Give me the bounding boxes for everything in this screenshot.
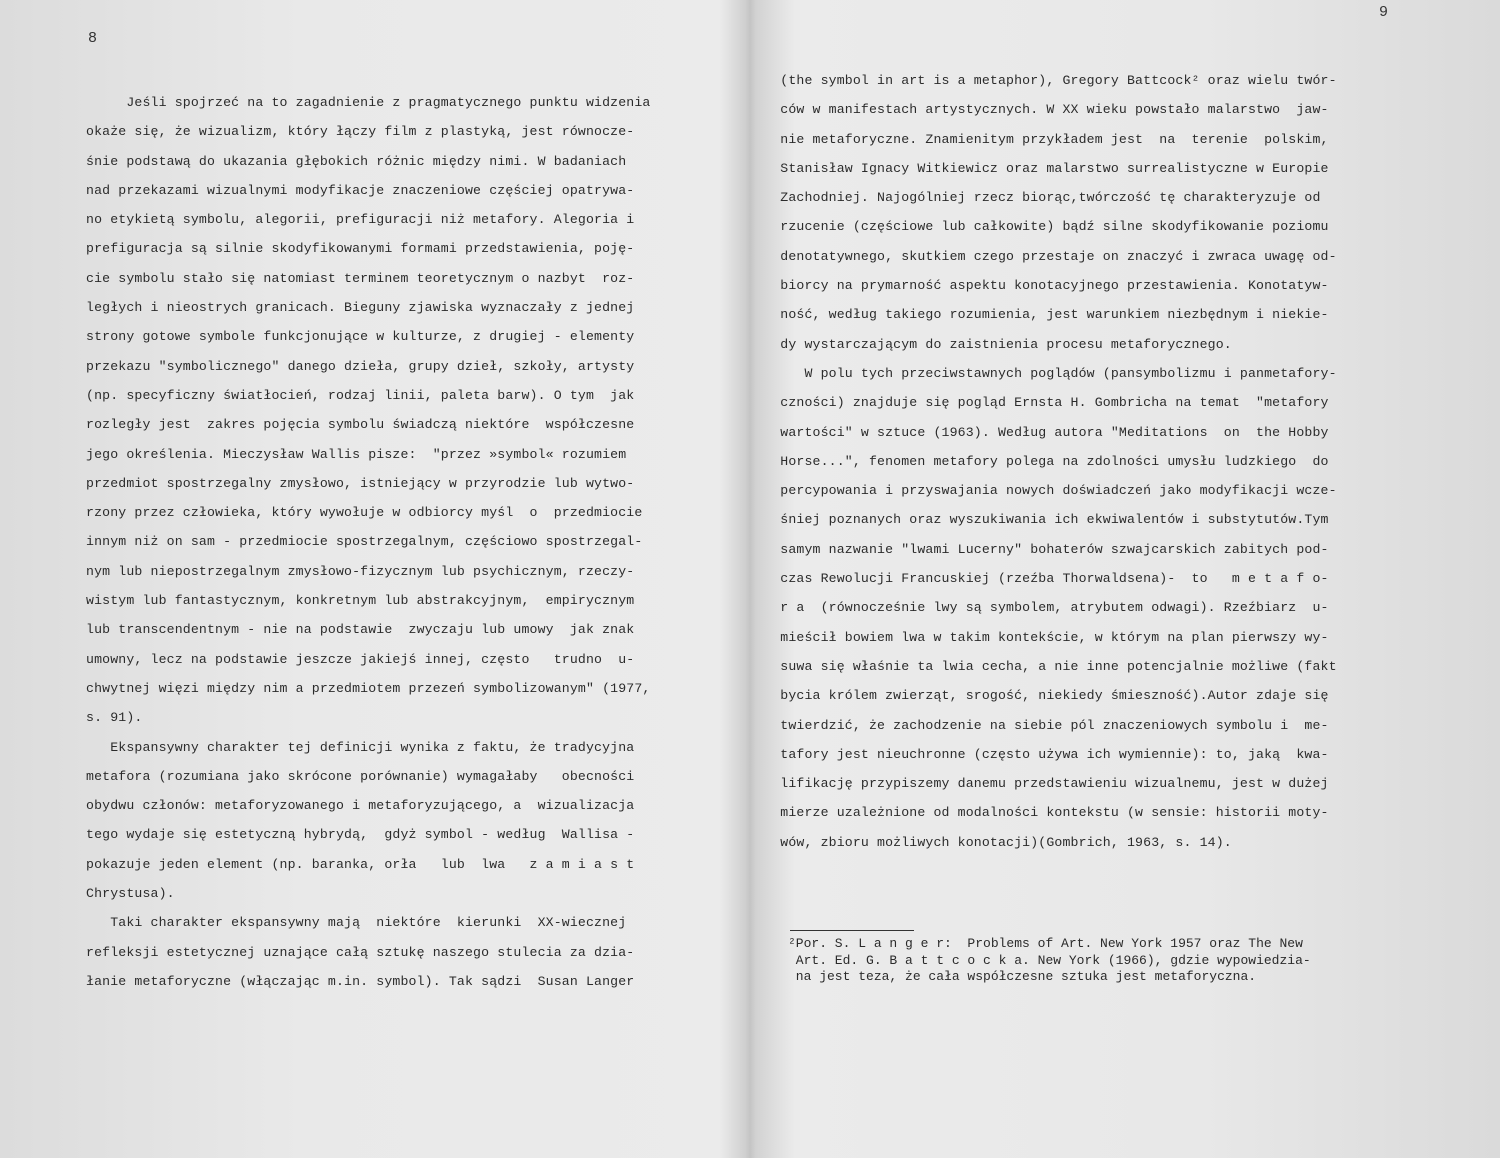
text-line: czas Rewolucji Francuskiej (rzeźba Thorwaldsena)- to m e t a f o- bbox=[748, 571, 1329, 587]
text-line: rozległy jest zakres pojęcia symbolu świadczą niektóre współczesne bbox=[86, 417, 635, 433]
text-line: ległych i nieostrych granicach. Bieguny zjawiska wyznaczały z jednej bbox=[86, 300, 635, 316]
text-line: (np. specyficzny światłocień, rodzaj linii, paleta barw). O tym jak bbox=[86, 387, 635, 403]
text-line: mieścił bowiem lwa w takim kontekście, w którym na plan pierwszy wy- bbox=[748, 629, 1329, 645]
text-line: cie symbolu stało się natomiast terminem teoretycznym o nazbyt roz- bbox=[86, 270, 635, 286]
text-line: tafory jest nieuchronne (często używa ich wymiennie): to, jaką kwa- bbox=[748, 746, 1329, 762]
text-line: Ekspansywny charakter tej definicji wynika z faktu, że tradycyjna bbox=[86, 739, 635, 755]
text-line: Art. Ed. G. B a t t c o c k a. New York (1966), gdzie wypowiedzia- bbox=[788, 952, 1311, 968]
text-line: umowny, lecz na podstawie jeszcze jakiejś innej, często trudno u- bbox=[86, 651, 635, 667]
text-line: śniej poznanych oraz wyszukiwania ich ekwiwalentów i substytutów.Tym bbox=[748, 512, 1329, 528]
text-line: strony gotowe symbole funkcjonujące w kulturze, z drugiej - elementy bbox=[86, 329, 635, 345]
text-line: twierdzić, że zachodzenie na siebie pól znaczeniowych symbolu i me- bbox=[748, 717, 1329, 733]
text-line: nad przekazami wizualnymi modyfikacje znaczeniowe częściej opatrywa- bbox=[86, 182, 635, 198]
text-line: przekazu "symbolicznego" danego dzieła, grupy dzieł, szkoły, artysty bbox=[86, 358, 635, 374]
right-page bbox=[748, 0, 1500, 1158]
text-line: wartości" w sztuce (1963). Według autora "Meditations on the Hobby bbox=[748, 424, 1329, 440]
text-line: chwytnej więzi między nim a przedmiotem przezeń symbolizowanym" (1977, bbox=[86, 680, 651, 696]
text-line: denotatywnego, skutkiem czego przestaje on znaczyć i zwraca uwagę od- bbox=[748, 248, 1337, 264]
text-line: prefiguracja są silnie skodyfikowanymi formami przedstawienia, poję- bbox=[86, 241, 635, 257]
text-line: (the symbol in art is a metaphor), Gregory Battcock² oraz wielu twór- bbox=[748, 73, 1337, 88]
text-line: mierze uzależnione od modalności kontekstu (w sensie: historii moty- bbox=[748, 805, 1329, 821]
left-page bbox=[0, 0, 748, 1158]
text-line: no etykietą symbolu, alegorii, prefiguracji niż metafory. Alegoria i bbox=[86, 212, 635, 228]
text-line: biorcy na prymarność aspektu konotacyjnego przestawienia. Konotatyw- bbox=[748, 278, 1329, 294]
text-line: tego wydaje się estetyczną hybrydą, gdyż symbol - według Wallisa - bbox=[86, 827, 635, 843]
text-line: innym niż on sam - przedmiocie spostrzegalnym, częściowo spostrzegal- bbox=[86, 534, 643, 550]
text-line: wistym lub fantastycznym, konkretnym lub abstrakcyjnym, empirycznym bbox=[86, 593, 635, 609]
text-line: jego określenia. Mieczysław Wallis pisze: "przez »symbol« rozumiem bbox=[86, 446, 627, 462]
text-line: suwa się właśnie ta lwia cecha, a nie inne potencjalnie możliwe (fakt bbox=[748, 658, 1337, 674]
text-line: ²Por. S. L a n g e r: Problems of Art. New York 1957 oraz The New bbox=[788, 936, 1303, 951]
text-line: ność, według takiego rozumienia, jest warunkiem niezbędnym i niekie- bbox=[748, 307, 1329, 323]
text-line: r a (równocześnie lwy są symbolem, atrybutem odwagi). Rzeźbiarz u- bbox=[748, 600, 1329, 616]
text-line: śnie podstawą do ukazania głębokich różnic między nimi. W badaniach bbox=[86, 153, 627, 169]
text-line: lub transcendentnym - nie na podstawie zwyczaju lub umowy jak znak bbox=[86, 622, 635, 638]
text-line: łanie metaforyczne (włączając m.in. symbol). Tak sądzi Susan Langer bbox=[86, 973, 635, 989]
text-line: samym nazwanie "lwami Lucerny" bohaterów szwajcarskich zabitych pod- bbox=[748, 541, 1329, 557]
text-line: bycia królem zwierząt, srogość, niekiedy śmieszność).Autor zdaje się bbox=[748, 688, 1329, 704]
text-line: czności) znajduje się pogląd Ernsta H. Gombricha na temat "metafory bbox=[748, 395, 1329, 411]
text-line: refleksji estetycznej uznające całą sztukę naszego stulecia za dzia- bbox=[86, 944, 635, 960]
text-line: Horse...", fenomen metafory polega na zdolności umysłu ludzkiego do bbox=[748, 453, 1329, 469]
text-line: okaże się, że wizualizm, który łączy film z plastyką, jest równocze- bbox=[86, 124, 635, 140]
text-line: Stanisław Ignacy Witkiewicz oraz malarstwo surrealistyczne w Europie bbox=[748, 160, 1329, 176]
text-line: lifikację przypiszemy danemu przedstawieniu wizualnemu, jest w dużej bbox=[748, 776, 1329, 792]
text-line: Zachodniej. Najogólniej rzecz biorąc,twórczość tę charakteryzuje od bbox=[748, 190, 1321, 206]
text-line: dy wystarczającym do zaistnienia procesu metaforycznego. bbox=[748, 336, 1232, 352]
text-line: Jeśli spojrzeć na to zagadnienie z pragmatycznego punktu widzenia bbox=[86, 95, 651, 110]
body-text bbox=[86, 88, 706, 996]
footnote-rule bbox=[790, 930, 914, 931]
text-line: pokazuje jeden element (np. baranka, orła lub lwa z a m i a s t bbox=[86, 856, 635, 872]
text-line: Taki charakter ekspansywny mają niektóre kierunki XX-wiecznej bbox=[86, 915, 627, 931]
page-number: 9 bbox=[1378, 4, 1388, 21]
text-line: wów, zbioru możliwych konotacji)(Gombrich, 1963, s. 14). bbox=[748, 834, 1232, 850]
text-line: percypowania i przyswajania nowych doświadczeń jako modyfikacji wcze- bbox=[748, 483, 1337, 499]
text-line: rzony przez człowieka, który wywołuje w odbiorcy myśl o przedmiocie bbox=[86, 505, 643, 521]
page-number: 8 bbox=[88, 30, 98, 47]
text-line: W polu tych przeciwstawnych poglądów (pansymbolizmu i panmetafory- bbox=[748, 365, 1337, 381]
text-line: nie metaforyczne. Znamienitym przykładem jest na terenie polskim, bbox=[748, 131, 1329, 147]
text-line: Chrystusa). bbox=[86, 886, 175, 902]
text-line: przedmiot spostrzegalny zmysłowo, istniejący w przyrodzie lub wytwo- bbox=[86, 475, 635, 491]
body-text bbox=[748, 66, 1378, 857]
text-line: ców w manifestach artystycznych. W XX wieku powstało malarstwo jaw- bbox=[748, 102, 1329, 118]
text-line: rzucenie (częściowe lub całkowite) bądź silne skodyfikowanie poziomu bbox=[748, 219, 1329, 235]
text-line: na jest teza, że cała współczesne sztuka jest metaforyczna. bbox=[788, 969, 1257, 984]
footnote bbox=[788, 936, 1428, 986]
text-line: s. 91). bbox=[86, 710, 143, 726]
text-line: obydwu członów: metaforyzowanego i metaforyzującego, a wizualizacja bbox=[86, 798, 635, 814]
text-line: nym lub niepostrzegalnym zmysłowo-fizycznym lub psychicznym, rzeczy- bbox=[86, 563, 635, 579]
text-line: metafora (rozumiana jako skrócone porównanie) wymagałaby obecności bbox=[86, 768, 635, 784]
